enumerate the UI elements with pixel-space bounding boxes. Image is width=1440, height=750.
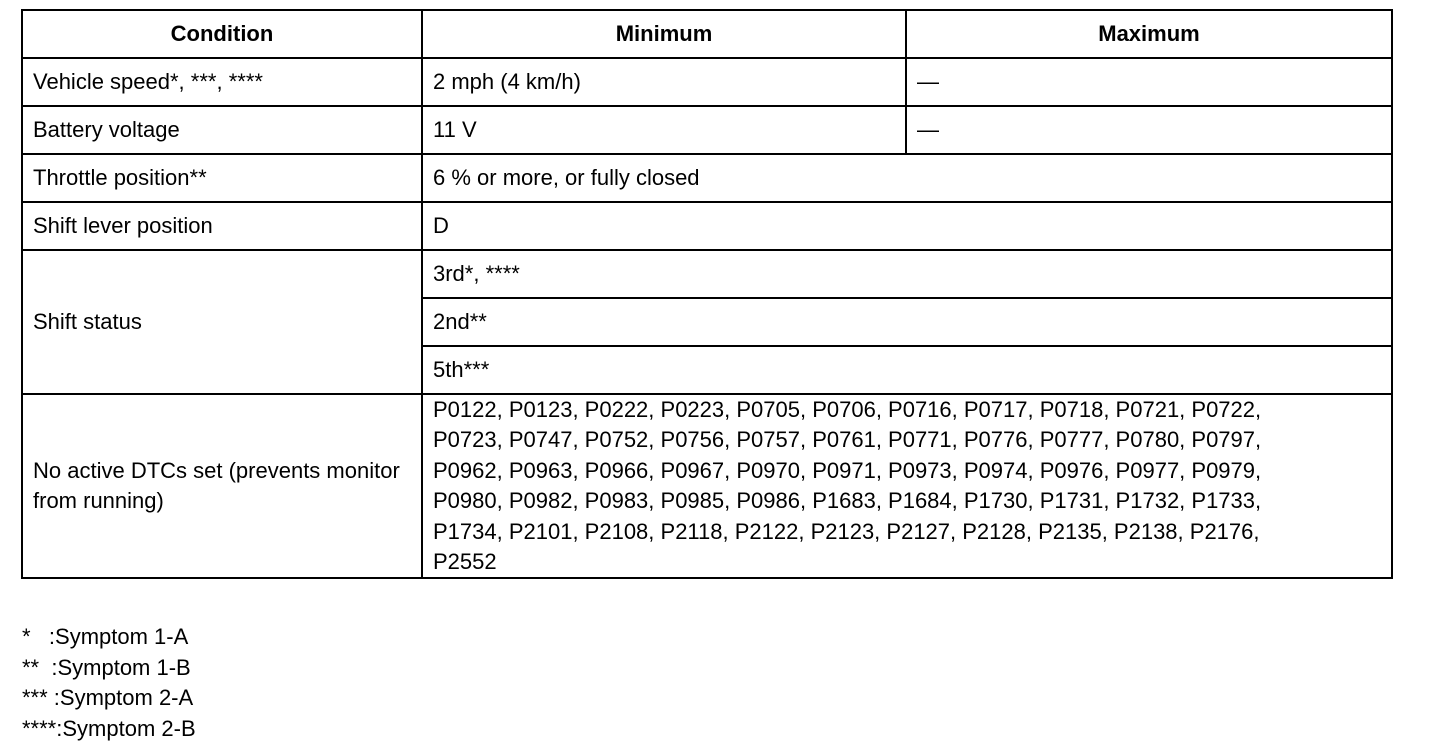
footnote-text: Symptom 1-B — [57, 654, 191, 680]
footnote — [22, 622, 196, 653]
battery-voltage-maximum: — — [906, 106, 1392, 154]
dtc-code-line: P1734, P2101, P2108, P2118, P2122, P2123, P2127, P2128, P2135, P2138, P2176, — [433, 518, 1260, 544]
throttle-position-value: 6 % or more, or fully closed — [422, 154, 1392, 202]
battery-voltage-minimum: 11 V — [422, 106, 906, 154]
header-condition: Condition — [22, 10, 422, 58]
dtc-code-line: P0723, P0747, P0752, P0756, P0757, P0761, P0771, P0776, P0777, P0780, P0797, — [433, 427, 1262, 453]
footnote-mark: * : — [22, 624, 56, 649]
shift-status-label: Shift status — [22, 250, 422, 394]
shift-lever-position-value: D — [422, 202, 1392, 250]
dtc-code-line: P0122, P0123, P0222, P0223, P0705, P0706, P0716, P0717, P0718, P0721, P0722, — [433, 397, 1262, 422]
no-active-dtcs-label: No active DTCs set (prevents monitor from running) — [22, 394, 422, 578]
table-row — [22, 106, 1392, 154]
shift-lever-position-label: Shift lever position — [22, 202, 422, 250]
dtc-code-line: P0962, P0963, P0966, P0967, P0970, P0971, P0973, P0974, P0976, P0977, P0979, — [433, 457, 1262, 483]
throttle-position-label: Throttle position** — [22, 154, 422, 202]
vehicle-speed-maximum: — — [906, 58, 1392, 106]
footnotes — [22, 622, 196, 744]
header-maximum: Maximum — [906, 10, 1392, 58]
footnote-mark: *** : — [22, 685, 60, 710]
shift-status-value: 2nd** — [422, 298, 1392, 346]
footnote-text: Symptom 2-A — [59, 685, 194, 710]
table-row — [22, 250, 1392, 298]
conditions-table — [21, 9, 1393, 579]
table-row — [22, 58, 1392, 106]
footnote — [22, 714, 196, 745]
footnote-text: Symptom 2-B — [62, 715, 196, 741]
shift-status-value: 3rd*, **** — [422, 250, 1392, 298]
header-row — [22, 10, 1392, 58]
shift-status-value: 5th*** — [422, 346, 1392, 394]
footnote — [22, 683, 196, 714]
vehicle-speed-label: Vehicle speed*, ***, **** — [22, 58, 422, 106]
table-row — [22, 394, 1392, 578]
battery-voltage-label: Battery voltage — [22, 106, 422, 154]
footnote-mark: ****: — [22, 715, 63, 741]
dtc-code-line: P0980, P0982, P0983, P0985, P0986, P1683, P1684, P1730, P1731, P1732, P1733, — [433, 488, 1262, 514]
dtc-code-list — [422, 394, 1392, 578]
dtc-code-line: P2552 — [433, 549, 497, 575]
header-minimum: Minimum — [422, 10, 906, 58]
footnote-text: Symptom 1-A — [55, 624, 189, 649]
vehicle-speed-minimum: 2 mph (4 km/h) — [422, 58, 906, 106]
footnote — [22, 653, 196, 684]
table-row — [22, 202, 1392, 250]
table-row — [22, 154, 1392, 202]
footnote-mark: ** : — [22, 654, 58, 680]
